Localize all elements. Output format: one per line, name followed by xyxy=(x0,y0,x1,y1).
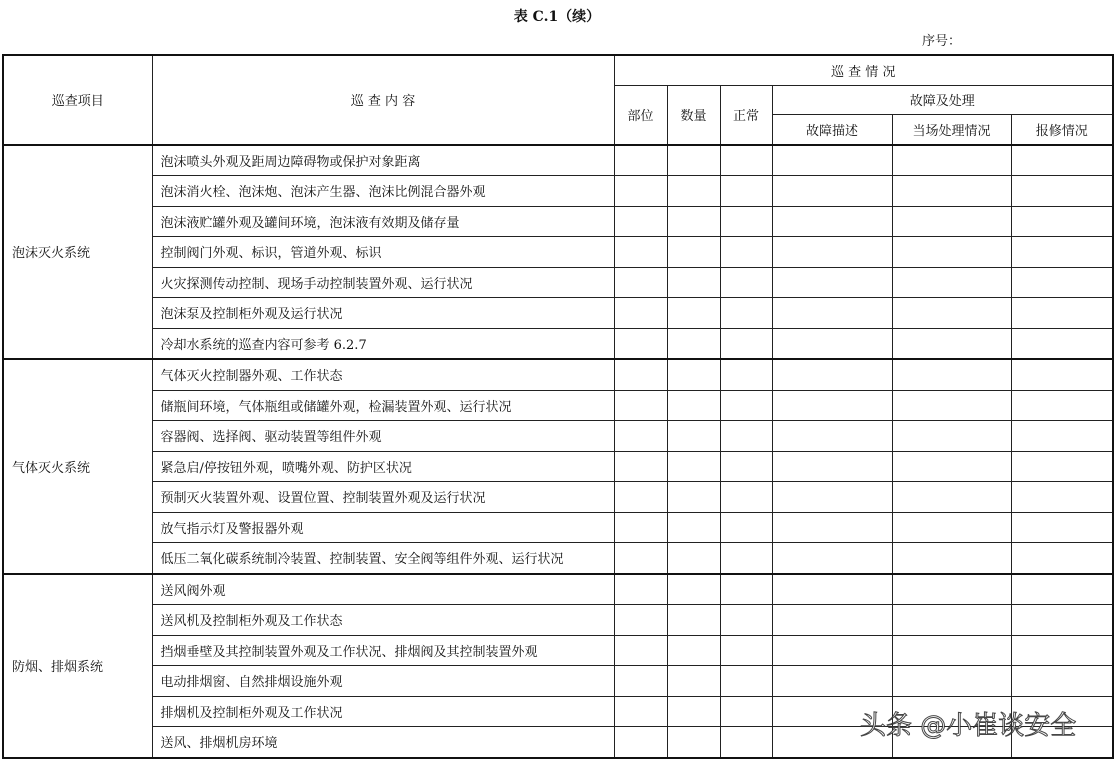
table-row xyxy=(3,605,1113,636)
repair-input-cell[interactable] xyxy=(1011,451,1113,482)
quantity-input-cell[interactable] xyxy=(667,390,720,421)
repair-input-cell[interactable] xyxy=(1011,237,1113,268)
category-cell: 气体灭火系统 xyxy=(3,359,152,574)
location-input-cell[interactable] xyxy=(614,451,667,482)
repair-input-cell[interactable] xyxy=(1011,267,1113,298)
location-input-cell[interactable] xyxy=(614,696,667,727)
location-input-cell[interactable] xyxy=(614,574,667,605)
content-cell: 储瓶间环境，气体瓶组或储罐外观，检漏装置外观、运行状况 xyxy=(152,390,614,421)
onsite-input-cell[interactable] xyxy=(892,512,1011,543)
repair-input-cell[interactable] xyxy=(1011,482,1113,513)
quantity-input-cell[interactable] xyxy=(667,574,720,605)
table-row xyxy=(3,145,1113,176)
header-fault-desc: 故障描述 xyxy=(772,115,892,145)
normal-input-cell[interactable] xyxy=(720,328,772,359)
content-cell: 挡烟垂壁及其控制装置外观及工作状况、排烟阀及其控制装置外观 xyxy=(152,635,614,666)
fault-desc-input-cell[interactable] xyxy=(772,574,892,605)
table-row xyxy=(3,176,1113,207)
normal-input-cell[interactable] xyxy=(720,605,772,636)
normal-input-cell[interactable] xyxy=(720,451,772,482)
header-fault-handling: 故障及处理 xyxy=(772,85,1113,115)
location-input-cell[interactable] xyxy=(614,390,667,421)
repair-input-cell[interactable] xyxy=(1011,359,1113,390)
table-row xyxy=(3,543,1113,574)
onsite-input-cell[interactable] xyxy=(892,145,1011,176)
location-input-cell[interactable] xyxy=(614,267,667,298)
onsite-input-cell[interactable] xyxy=(892,574,1011,605)
content-cell: 火灾探测传动控制、现场手动控制装置外观、运行状况 xyxy=(152,267,614,298)
location-input-cell[interactable] xyxy=(614,328,667,359)
normal-input-cell[interactable] xyxy=(720,512,772,543)
onsite-input-cell[interactable] xyxy=(892,451,1011,482)
location-input-cell[interactable] xyxy=(614,359,667,390)
fault-desc-input-cell[interactable] xyxy=(772,145,892,176)
table-row xyxy=(3,666,1113,697)
quantity-input-cell[interactable] xyxy=(667,666,720,697)
table-row xyxy=(3,574,1113,605)
quantity-input-cell[interactable] xyxy=(667,328,720,359)
quantity-input-cell[interactable] xyxy=(667,176,720,207)
header-content: 巡 查 内 容 xyxy=(152,55,614,145)
quantity-input-cell[interactable] xyxy=(667,206,720,237)
content-cell: 送风阀外观 xyxy=(152,574,614,605)
content-cell: 紧急启/停按钮外观，喷嘴外观、防护区状况 xyxy=(152,451,614,482)
table-row xyxy=(3,635,1113,666)
fault-desc-input-cell[interactable] xyxy=(772,328,892,359)
table-row xyxy=(3,237,1113,268)
content-cell: 容器阀、选择阀、驱动装置等组件外观 xyxy=(152,421,614,452)
content-cell: 放气指示灯及警报器外观 xyxy=(152,512,614,543)
table-row xyxy=(3,359,1113,390)
content-cell: 排烟机及控制柜外观及工作状况 xyxy=(152,696,614,727)
onsite-input-cell[interactable] xyxy=(892,390,1011,421)
content-cell: 电动排烟窗、自然排烟设施外观 xyxy=(152,666,614,697)
fault-desc-input-cell[interactable] xyxy=(772,421,892,452)
content-cell: 冷却水系统的巡查内容可参考 6.2.7 xyxy=(152,328,614,359)
onsite-input-cell[interactable] xyxy=(892,543,1011,574)
fault-desc-input-cell[interactable] xyxy=(772,298,892,329)
watermark: 头条 @小崔谈安全 xyxy=(860,711,1077,741)
onsite-input-cell[interactable] xyxy=(892,421,1011,452)
repair-input-cell[interactable] xyxy=(1011,574,1113,605)
quantity-input-cell[interactable] xyxy=(667,267,720,298)
onsite-input-cell[interactable] xyxy=(892,328,1011,359)
normal-input-cell[interactable] xyxy=(720,237,772,268)
header-quantity: 数量 xyxy=(667,85,720,145)
table-row xyxy=(3,267,1113,298)
header-status: 巡 查 情 况 xyxy=(614,55,1113,85)
onsite-input-cell[interactable] xyxy=(892,237,1011,268)
table-row xyxy=(3,298,1113,329)
content-cell: 送风、排烟机房环境 xyxy=(152,727,614,758)
repair-input-cell[interactable] xyxy=(1011,298,1113,329)
normal-input-cell[interactable] xyxy=(720,482,772,513)
location-input-cell[interactable] xyxy=(614,176,667,207)
repair-input-cell[interactable] xyxy=(1011,328,1113,359)
fault-desc-input-cell[interactable] xyxy=(772,482,892,513)
content-cell: 泡沫喷头外观及距周边障碍物或保护对象距离 xyxy=(152,145,614,176)
location-input-cell[interactable] xyxy=(614,605,667,636)
repair-input-cell[interactable] xyxy=(1011,206,1113,237)
normal-input-cell[interactable] xyxy=(720,421,772,452)
onsite-input-cell[interactable] xyxy=(892,605,1011,636)
quantity-input-cell[interactable] xyxy=(667,512,720,543)
repair-input-cell[interactable] xyxy=(1011,512,1113,543)
normal-input-cell[interactable] xyxy=(720,635,772,666)
content-cell: 气体灭火控制器外观、工作状态 xyxy=(152,359,614,390)
quantity-input-cell[interactable] xyxy=(667,696,720,727)
onsite-input-cell[interactable] xyxy=(892,298,1011,329)
normal-input-cell[interactable] xyxy=(720,176,772,207)
location-input-cell[interactable] xyxy=(614,482,667,513)
quantity-input-cell[interactable] xyxy=(667,237,720,268)
table-caption: 表 C.1（续） xyxy=(513,9,601,25)
quantity-input-cell[interactable] xyxy=(667,359,720,390)
repair-input-cell[interactable] xyxy=(1011,666,1113,697)
header-repair: 报修情况 xyxy=(1011,115,1113,145)
location-input-cell[interactable] xyxy=(614,635,667,666)
normal-input-cell[interactable] xyxy=(720,390,772,421)
onsite-input-cell[interactable] xyxy=(892,666,1011,697)
fault-desc-input-cell[interactable] xyxy=(772,237,892,268)
content-cell: 送风机及控制柜外观及工作状态 xyxy=(152,605,614,636)
category-cell: 防烟、排烟系统 xyxy=(3,574,152,758)
onsite-input-cell[interactable] xyxy=(892,635,1011,666)
onsite-input-cell[interactable] xyxy=(892,482,1011,513)
table-row xyxy=(3,482,1113,513)
normal-input-cell[interactable] xyxy=(720,574,772,605)
repair-input-cell[interactable] xyxy=(1011,635,1113,666)
location-input-cell[interactable] xyxy=(614,727,667,758)
header-item: 巡查项目 xyxy=(3,55,152,145)
content-cell: 控制阀门外观、标识，管道外观、标识 xyxy=(152,237,614,268)
quantity-input-cell[interactable] xyxy=(667,451,720,482)
normal-input-cell[interactable] xyxy=(720,666,772,697)
content-cell: 预制灭火装置外观、设置位置、控制装置外观及运行状况 xyxy=(152,482,614,513)
quantity-input-cell[interactable] xyxy=(667,145,720,176)
repair-input-cell[interactable] xyxy=(1011,176,1113,207)
onsite-input-cell[interactable] xyxy=(892,359,1011,390)
fault-desc-input-cell[interactable] xyxy=(772,359,892,390)
quantity-input-cell[interactable] xyxy=(667,543,720,574)
location-input-cell[interactable] xyxy=(614,298,667,329)
repair-input-cell[interactable] xyxy=(1011,421,1113,452)
normal-input-cell[interactable] xyxy=(720,267,772,298)
normal-input-cell[interactable] xyxy=(720,727,772,758)
normal-input-cell[interactable] xyxy=(720,359,772,390)
fault-desc-input-cell[interactable] xyxy=(772,176,892,207)
serial-number-label: 序号： xyxy=(922,34,962,49)
content-cell: 泡沫泵及控制柜外观及运行状况 xyxy=(152,298,614,329)
repair-input-cell[interactable] xyxy=(1011,390,1113,421)
category-cell: 泡沫灭火系统 xyxy=(3,145,152,360)
fault-desc-input-cell[interactable] xyxy=(772,543,892,574)
onsite-input-cell[interactable] xyxy=(892,267,1011,298)
location-input-cell[interactable] xyxy=(614,206,667,237)
fault-desc-input-cell[interactable] xyxy=(772,267,892,298)
fault-desc-input-cell[interactable] xyxy=(772,206,892,237)
normal-input-cell[interactable] xyxy=(720,145,772,176)
repair-input-cell[interactable] xyxy=(1011,605,1113,636)
content-cell: 泡沫液贮罐外观及罐间环境，泡沫液有效期及储存量 xyxy=(152,206,614,237)
fault-desc-input-cell[interactable] xyxy=(772,512,892,543)
location-input-cell[interactable] xyxy=(614,666,667,697)
location-input-cell[interactable] xyxy=(614,237,667,268)
fault-desc-input-cell[interactable] xyxy=(772,635,892,666)
table-row xyxy=(3,451,1113,482)
content-cell: 低压二氧化碳系统制冷装置、控制装置、安全阀等组件外观、运行状况 xyxy=(152,543,614,574)
quantity-input-cell[interactable] xyxy=(667,421,720,452)
normal-input-cell[interactable] xyxy=(720,206,772,237)
location-input-cell[interactable] xyxy=(614,145,667,176)
location-input-cell[interactable] xyxy=(614,543,667,574)
table-row xyxy=(3,206,1113,237)
table-row xyxy=(3,421,1113,452)
header-location: 部位 xyxy=(614,85,667,145)
location-input-cell[interactable] xyxy=(614,512,667,543)
inspection-table xyxy=(2,54,1114,759)
fault-desc-input-cell[interactable] xyxy=(772,451,892,482)
fault-desc-input-cell[interactable] xyxy=(772,666,892,697)
table-row xyxy=(3,512,1113,543)
header-onsite: 当场处理情况 xyxy=(892,115,1011,145)
fault-desc-input-cell[interactable] xyxy=(772,605,892,636)
quantity-input-cell[interactable] xyxy=(667,727,720,758)
normal-input-cell[interactable] xyxy=(720,696,772,727)
content-cell: 泡沫消火栓、泡沫炮、泡沫产生器、泡沫比例混合器外观 xyxy=(152,176,614,207)
normal-input-cell[interactable] xyxy=(720,543,772,574)
onsite-input-cell[interactable] xyxy=(892,176,1011,207)
onsite-input-cell[interactable] xyxy=(892,206,1011,237)
quantity-input-cell[interactable] xyxy=(667,605,720,636)
quantity-input-cell[interactable] xyxy=(667,482,720,513)
table-row xyxy=(3,328,1113,359)
fault-desc-input-cell[interactable] xyxy=(772,390,892,421)
repair-input-cell[interactable] xyxy=(1011,145,1113,176)
header-normal: 正常 xyxy=(720,85,772,145)
quantity-input-cell[interactable] xyxy=(667,298,720,329)
normal-input-cell[interactable] xyxy=(720,298,772,329)
table-row xyxy=(3,390,1113,421)
location-input-cell[interactable] xyxy=(614,421,667,452)
quantity-input-cell[interactable] xyxy=(667,635,720,666)
repair-input-cell[interactable] xyxy=(1011,543,1113,574)
